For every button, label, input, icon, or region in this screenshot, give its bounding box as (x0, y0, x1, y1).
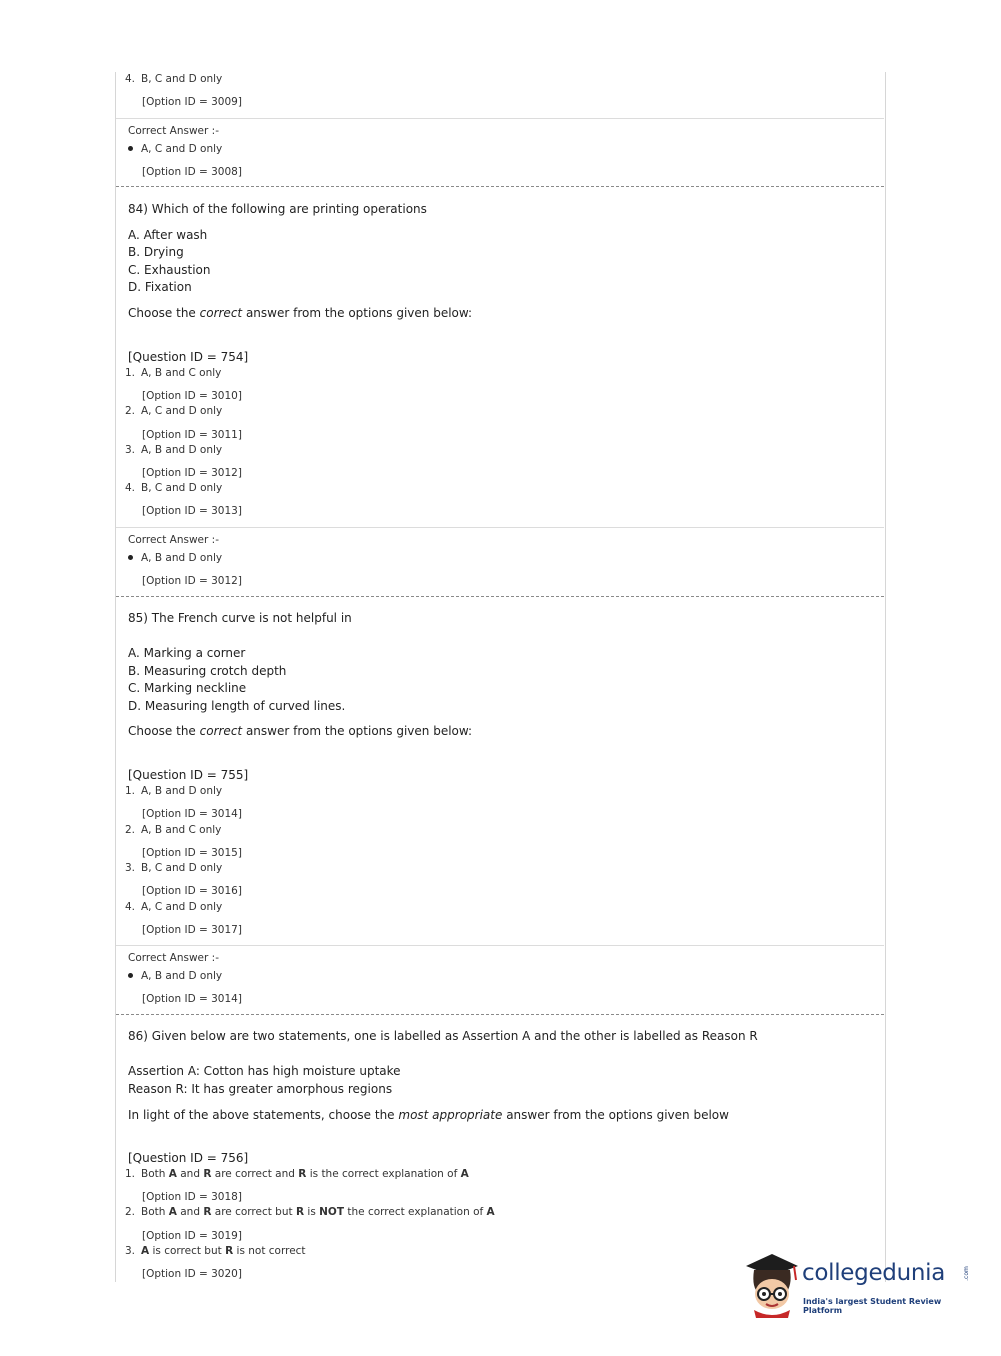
question-84-title: 84) Which of the following are printing operations (128, 202, 427, 216)
divider (116, 527, 884, 528)
q86-instruction: In light of the above statements, choose the most appropriate answer from the options given below (128, 1108, 729, 1122)
q84-instruction: Choose the correct answer from the options given below: (128, 306, 473, 320)
q85-option-2: 2. A, B and C only (125, 824, 222, 836)
q85-option-1: 1. A, B and D only (125, 785, 223, 797)
q85-correct-answer: A, B and D only (128, 970, 222, 982)
bullet-icon (128, 973, 133, 978)
q85-correct-label: Correct Answer :- (128, 952, 219, 964)
q85-item-d: D. Measuring length of curved lines. (128, 699, 346, 713)
correct-answer-label: Correct Answer :- (128, 125, 219, 137)
q85-item-b: B. Measuring crotch depth (128, 664, 287, 678)
q84-item-c: C. Exhaustion (128, 263, 211, 277)
q86-question-id: [Question ID = 756] (128, 1151, 249, 1165)
bullet-icon (128, 146, 133, 151)
q86-option-1: 1. Both A and R are correct and R is the correct explanation of A (125, 1168, 469, 1180)
q85-item-a: A. Marking a corner (128, 646, 246, 660)
logo-wordmark: collegedunia (802, 1260, 946, 1286)
q86-option-2: 2. Both A and R are correct but R is NOT the correct explanation of A (125, 1206, 495, 1218)
correct-option-id: [Option ID = 3008] (142, 166, 242, 178)
question-separator (116, 1014, 884, 1015)
q86-option-2-id: [Option ID = 3019] (142, 1230, 242, 1242)
q86-option-3-id: [Option ID = 3020] (142, 1268, 242, 1280)
q84-option-1-id: [Option ID = 3010] (142, 390, 242, 402)
q84-option-2-id: [Option ID = 3011] (142, 429, 242, 441)
q85-question-id: [Question ID = 755] (128, 768, 249, 782)
q85-option-3-id: [Option ID = 3016] (142, 885, 242, 897)
option-4: 4. B, C and D only (125, 73, 223, 85)
q84-item-b: B. Drying (128, 245, 184, 259)
q86-assertion: Assertion A: Cotton has high moisture uptake (128, 1064, 401, 1078)
q84-item-d: D. Fixation (128, 280, 192, 294)
logo-suffix: .com (962, 1266, 970, 1281)
q84-item-a: A. After wash (128, 228, 208, 242)
divider (116, 118, 884, 119)
question-85-title: 85) The French curve is not helpful in (128, 611, 352, 625)
question-separator (116, 186, 884, 187)
divider (116, 945, 884, 946)
q85-option-1-id: [Option ID = 3014] (142, 808, 242, 820)
mascot-icon (742, 1250, 802, 1320)
q84-option-1: 1. A, B and C only (125, 367, 222, 379)
bullet-icon (128, 555, 133, 560)
q84-option-3-id: [Option ID = 3012] (142, 467, 242, 479)
q84-correct-label: Correct Answer :- (128, 534, 219, 546)
logo-tagline: India's largest Student Review Platform (803, 1297, 942, 1315)
q85-option-3: 3. B, C and D only (125, 862, 223, 874)
question-separator (116, 596, 884, 597)
q85-instruction: Choose the correct answer from the options given below: (128, 724, 473, 738)
q84-option-4-id: [Option ID = 3013] (142, 505, 242, 517)
question-86-title: 86) Given below are two statements, one is labelled as Assertion A and the other is labelled as Reason R (128, 1029, 758, 1043)
q84-correct-answer: A, B and D only (128, 552, 222, 564)
q85-correct-option-id: [Option ID = 3014] (142, 993, 242, 1005)
q85-option-4-id: [Option ID = 3017] (142, 924, 242, 936)
option-id: [Option ID = 3009] (142, 96, 242, 108)
q86-reason: Reason R: It has greater amorphous regions (128, 1082, 393, 1096)
q84-correct-option-id: [Option ID = 3012] (142, 575, 242, 587)
q85-option-2-id: [Option ID = 3015] (142, 847, 242, 859)
q84-option-2: 2. A, C and D only (125, 405, 223, 417)
q85-item-c: C. Marking neckline (128, 681, 247, 695)
q85-option-4: 4. A, C and D only (125, 901, 223, 913)
q86-option-3: 3. A is correct but R is not correct (125, 1245, 306, 1257)
q84-option-3: 3. A, B and D only (125, 444, 223, 456)
collegedunia-logo (742, 1250, 972, 1320)
q84-question-id: [Question ID = 754] (128, 350, 249, 364)
q84-option-4: 4. B, C and D only (125, 482, 223, 494)
correct-answer: A, C and D only (128, 143, 222, 155)
q86-option-1-id: [Option ID = 3018] (142, 1191, 242, 1203)
